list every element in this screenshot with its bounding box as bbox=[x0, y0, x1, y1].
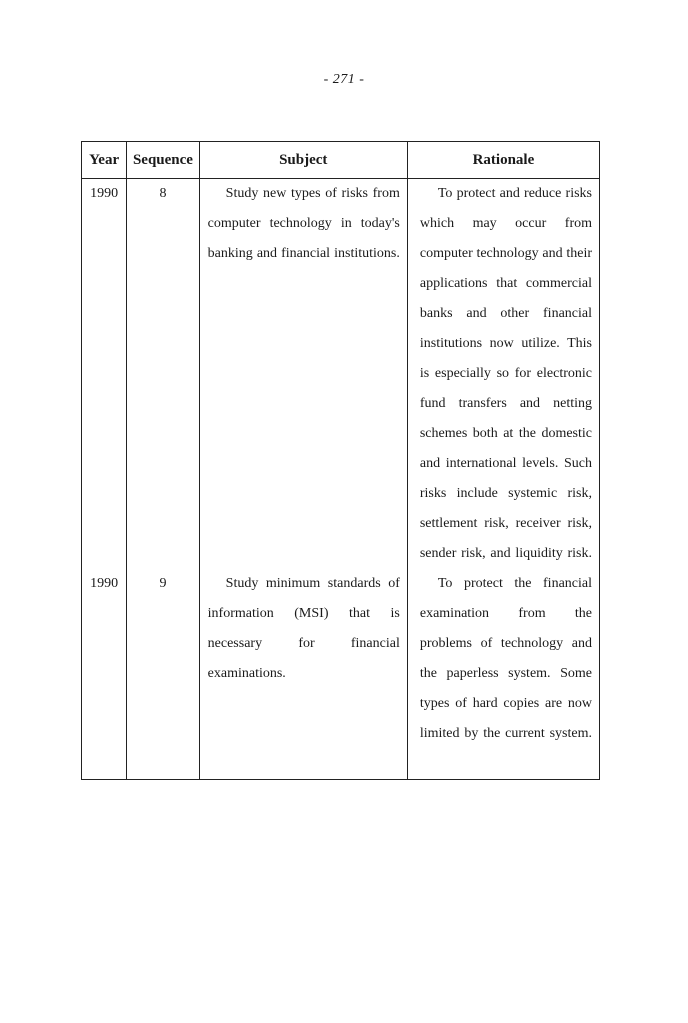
header-sequence: Sequence bbox=[127, 142, 199, 179]
header-year: Year bbox=[82, 142, 127, 179]
cell-sequence: 8 bbox=[127, 179, 199, 570]
cell-year: 1990 bbox=[82, 179, 127, 570]
table-row bbox=[82, 179, 600, 570]
cell-rationale bbox=[407, 179, 599, 570]
table-row bbox=[82, 569, 600, 780]
rationale-text: To protect the financial examination from the problems of technology and the paperless system. Some types of hard copies are now limited by the current system. bbox=[419, 576, 592, 741]
rationale-text: To protect and reduce risks which may occur from computer technology and their applications that commercial banks and other financial institutions now utilize. This is especially so for electronic fund transfers and netting schemes both at the domestic and international levels. Such risks include systemic risk, settlement risk, receiver risk, sender risk, and liquidity risk. bbox=[419, 186, 592, 561]
header-rationale: Rationale bbox=[407, 142, 599, 179]
cell-rationale bbox=[407, 569, 599, 780]
cell-year: 1990 bbox=[82, 569, 127, 780]
page-number: - 271 - bbox=[323, 72, 365, 87]
subject-text: Study new types of risks from computer technology in today's banking and financial institutions. bbox=[207, 186, 400, 261]
document-table bbox=[81, 141, 600, 780]
header-subject: Subject bbox=[199, 142, 407, 179]
cell-subject bbox=[199, 569, 407, 780]
cell-subject bbox=[199, 179, 407, 570]
subject-text: Study minimum standards of information (MSI) that is necessary for financial examinations. bbox=[207, 576, 400, 681]
table-header-row bbox=[82, 142, 600, 179]
cell-sequence: 9 bbox=[127, 569, 199, 780]
